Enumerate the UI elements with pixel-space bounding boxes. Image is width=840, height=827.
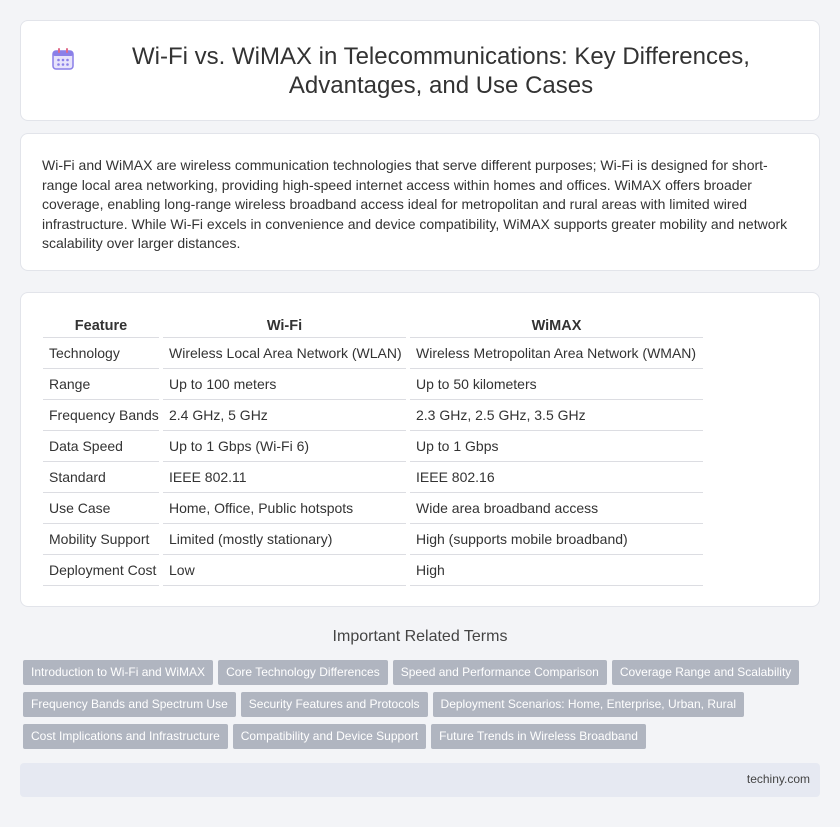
wifi-cell: Wireless Local Area Network (WLAN) xyxy=(163,338,406,369)
footer-site-link[interactable]: techiny.com xyxy=(746,772,810,786)
feature-cell: Range xyxy=(43,369,159,400)
feature-cell: Mobility Support xyxy=(43,524,159,555)
related-term-tag[interactable]: Security Features and Protocols xyxy=(241,692,428,717)
wifi-cell: Up to 1 Gbps (Wi-Fi 6) xyxy=(163,431,406,462)
feature-cell: Frequency Bands xyxy=(43,400,159,431)
title-wrap xyxy=(50,42,790,100)
comparison-table-card xyxy=(20,292,820,607)
table-row xyxy=(43,369,703,400)
table-row xyxy=(43,462,703,493)
wifi-cell: Up to 100 meters xyxy=(163,369,406,400)
related-terms-list xyxy=(23,660,823,756)
header-wimax: WiMAX xyxy=(410,315,703,338)
wifi-cell: Low xyxy=(163,555,406,586)
title-card xyxy=(20,20,820,121)
related-term-tag[interactable]: Future Trends in Wireless Broadband xyxy=(431,724,646,749)
calendar-icon xyxy=(50,46,76,72)
footer xyxy=(20,763,820,797)
page-title: Wi-Fi vs. WiMAX in Telecommunications: Key Differences, Advantages, and Use Cases xyxy=(132,42,750,99)
intro-paragraph: Wi-Fi and WiMAX are wireless communication technologies that serve different purposes; Wi-Fi is designed for short-range local area networking, providing high-speed internet access within homes and offices. WiMAX offers broader coverage, enabling long-range wireless broadband access ideal for metropolitan and rural areas with limited wired infrastructure. While Wi-Fi excels in convenience and device compatibility, WiMAX supports greater mobility and network scalability over larger distances. xyxy=(42,157,788,251)
table-row xyxy=(43,555,703,586)
related-term-tag[interactable]: Introduction to Wi-Fi and WiMAX xyxy=(23,660,213,685)
feature-cell: Use Case xyxy=(43,493,159,524)
wimax-cell: High (supports mobile broadband) xyxy=(410,524,703,555)
table-row xyxy=(43,524,703,555)
related-term-tag[interactable]: Compatibility and Device Support xyxy=(233,724,426,749)
wifi-cell: Home, Office, Public hotspots xyxy=(163,493,406,524)
related-term-tag[interactable]: Core Technology Differences xyxy=(218,660,388,685)
wimax-cell: Up to 1 Gbps xyxy=(410,431,703,462)
wifi-cell: 2.4 GHz, 5 GHz xyxy=(163,400,406,431)
wimax-cell: Wireless Metropolitan Area Network (WMAN) xyxy=(410,338,703,369)
table-header-row xyxy=(43,315,703,338)
table-row xyxy=(43,431,703,462)
wimax-cell: IEEE 802.16 xyxy=(410,462,703,493)
related-term-tag[interactable]: Coverage Range and Scalability xyxy=(612,660,799,685)
feature-cell: Data Speed xyxy=(43,431,159,462)
feature-cell: Deployment Cost xyxy=(43,555,159,586)
table-row xyxy=(43,338,703,369)
related-term-tag[interactable]: Speed and Performance Comparison xyxy=(393,660,607,685)
wimax-cell: Up to 50 kilometers xyxy=(410,369,703,400)
wifi-cell: Limited (mostly stationary) xyxy=(163,524,406,555)
wimax-cell: 2.3 GHz, 2.5 GHz, 3.5 GHz xyxy=(410,400,703,431)
wimax-cell: High xyxy=(410,555,703,586)
table-row xyxy=(43,493,703,524)
related-term-tag[interactable]: Cost Implications and Infrastructure xyxy=(23,724,228,749)
header-feature: Feature xyxy=(43,315,159,338)
related-terms-heading: Important Related Terms xyxy=(332,628,508,645)
comparison-table xyxy=(39,315,707,586)
feature-cell: Technology xyxy=(43,338,159,369)
table-row xyxy=(43,400,703,431)
header-wifi: Wi-Fi xyxy=(163,315,406,338)
wifi-cell: IEEE 802.11 xyxy=(163,462,406,493)
intro-card xyxy=(20,133,820,271)
feature-cell: Standard xyxy=(43,462,159,493)
related-term-tag[interactable]: Deployment Scenarios: Home, Enterprise, Urban, Rural xyxy=(433,692,744,717)
related-term-tag[interactable]: Frequency Bands and Spectrum Use xyxy=(23,692,236,717)
wimax-cell: Wide area broadband access xyxy=(410,493,703,524)
